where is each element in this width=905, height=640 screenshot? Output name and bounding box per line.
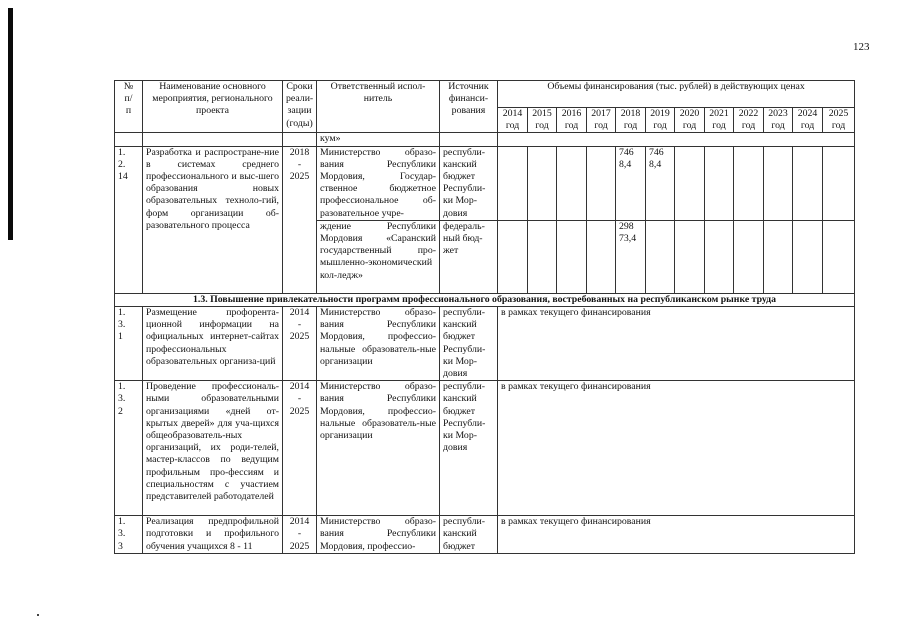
activity-name: Проведение профессиональ-ными образовательными организациями «дней от-крытых дверей» для уча-щихся общеобразователь-ных организаций, их роди-телей, мастер-классов по ведущим профильным про-фессиям и специальностям с участием представителей работодателей	[143, 381, 283, 516]
header-period: Сроки реали- зации (годы)	[283, 81, 317, 133]
period: 2014 - 2025	[283, 307, 317, 381]
section-title: 1.3. Повышение привлекательности программ профессионального образования, востребованных на республиканском рынке труда	[115, 293, 855, 306]
activity-name: Реализация предпрофильной подготовки и профильного обучения учащихся 8 - 11	[143, 516, 283, 554]
header-activity-name: Наименование основного мероприятия, регионального проекта	[143, 81, 283, 133]
value-2018: 298 73,4	[616, 220, 646, 293]
header-year-2021: 2021 год	[705, 108, 734, 133]
funding-source: республи- канский бюджет Республи- ки Мор- довия	[440, 146, 498, 220]
value-2018: 746 8,4	[616, 146, 646, 220]
row-number: 1. 3. 3	[115, 516, 143, 554]
header-year-2016: 2016 год	[557, 108, 587, 133]
financing-note: в рамках текущего финансирования	[498, 307, 855, 381]
header-year-2014: 2014 год	[498, 108, 528, 133]
activity-name: Размещение профорента-ционной информации на официальных интернет-сайтах профессиональных образовательных организа-ций	[143, 307, 283, 381]
header-year-2019: 2019 год	[646, 108, 675, 133]
funding-source: республи- канский бюджет Республи- ки Мор- довия	[440, 381, 498, 516]
section-row	[115, 293, 855, 306]
responsible: Министерство образо-вания Республики Мордовия, профессио-нальные образователь-ные организации	[317, 381, 440, 516]
funding-source: федераль- ный бюд- жет	[440, 220, 498, 293]
financing-note: в рамках текущего финансирования	[498, 516, 855, 554]
responsible: Министерство образо-вания Республики Мордовия, профессио-	[317, 516, 440, 554]
row-number: 1. 3. 1	[115, 307, 143, 381]
row-number: 1. 2. 14	[115, 146, 143, 293]
header-year-2024: 2024 год	[793, 108, 823, 133]
header-number: № п/ п	[115, 81, 143, 133]
header-year-2017: 2017 год	[587, 108, 616, 133]
continuation-responsible: кум»	[317, 133, 440, 146]
funding-source: республи- канский бюджет Республи- ки Мор- довия	[440, 307, 498, 381]
program-activities-table	[114, 80, 855, 554]
financing-note: в рамках текущего финансирования	[498, 381, 855, 516]
responsible: Министерство образо-вания Республики Мордовия, Государ-ственное бюджетное профессиональное об-разовательное учре-	[317, 146, 440, 220]
table-row	[115, 146, 855, 220]
value-2019: 746 8,4	[646, 146, 675, 220]
responsible: Министерство образо-вания Республики Мордовия, профессио-нальные образователь-ные организации	[317, 307, 440, 381]
table-row	[115, 381, 855, 516]
period: 2014 - 2025	[283, 381, 317, 516]
period: 2014 - 2025	[283, 516, 317, 554]
header-funding-source: Источник финанси- рования	[440, 81, 498, 133]
scan-binding-mark	[8, 8, 13, 240]
table-row	[115, 307, 855, 381]
header-responsible: Ответственный испол- нитель	[317, 81, 440, 133]
page-number: 123	[853, 41, 870, 53]
header-year-2023: 2023 год	[764, 108, 793, 133]
scan-speck	[37, 614, 39, 616]
header-year-2025: 2025 год	[823, 108, 855, 133]
period: 2018 - 2025	[283, 146, 317, 293]
header-year-2020: 2020 год	[675, 108, 705, 133]
row-number: 1. 3. 2	[115, 381, 143, 516]
header-year-2015: 2015 год	[528, 108, 557, 133]
table-row	[115, 516, 855, 554]
header-financing-volumes: Объемы финансирования (тыс. рублей) в действующих ценах	[498, 81, 855, 108]
responsible-continued: ждение Республики Мордовия «Саранский государственный про-мышленно-экономический кол-ледж»	[317, 220, 440, 293]
header-row-1	[115, 81, 855, 108]
activity-name: Разработка и распростране-ние в системах среднего профессионального и выс-шего образования новых образовательных техноло-гий, форм организации об-разовательного процесса	[143, 146, 283, 293]
continuation-row	[115, 133, 855, 146]
funding-source: республи- канский бюджет	[440, 516, 498, 554]
header-year-2022: 2022 год	[734, 108, 764, 133]
header-year-2018: 2018 год	[616, 108, 646, 133]
